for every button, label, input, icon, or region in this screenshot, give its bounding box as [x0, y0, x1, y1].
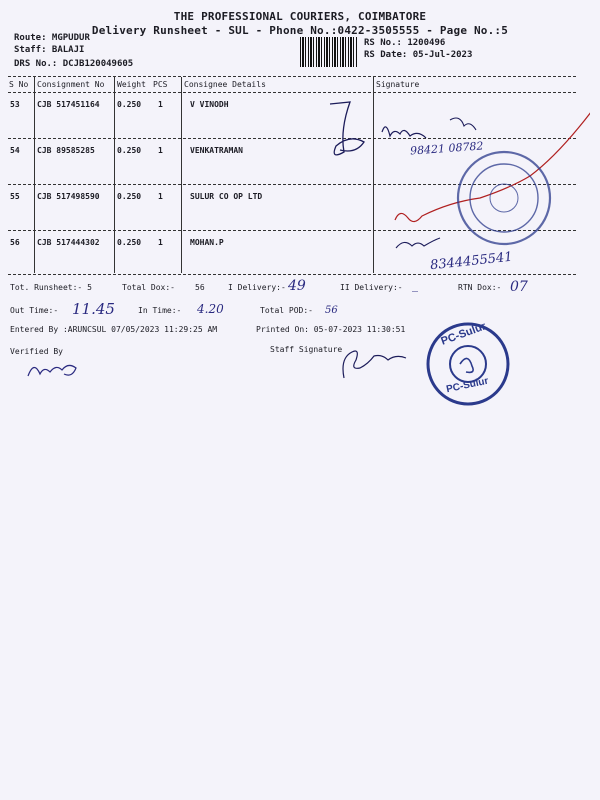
row-consignee: MOHAN.P	[190, 238, 224, 247]
staff-signature-scribble	[330, 334, 425, 384]
col-header-pcs: PCS	[153, 80, 168, 89]
signature-scribbles	[300, 90, 590, 280]
rs-number: RS No.: 1200496	[364, 38, 446, 48]
row-weight: 0.250	[117, 100, 142, 109]
rs-date: RS Date: 05-Jul-2023	[364, 50, 473, 60]
row-consignment: CJB 517498590	[37, 192, 100, 201]
rtn-dox-label: RTN Dox:-	[458, 283, 502, 292]
row-consignment: CJB 89585285	[37, 146, 95, 155]
row-pcs: 1	[158, 192, 163, 201]
row-pcs: 1	[158, 100, 163, 109]
row-weight: 0.250	[117, 192, 142, 201]
total-pod-handwritten: 56	[325, 305, 338, 316]
row-pcs: 1	[158, 146, 163, 155]
ii-delivery-label: II Delivery:-	[340, 283, 403, 292]
route-label: Route: MGPUDUR	[14, 33, 90, 43]
staff-label: Staff: BALAJI	[14, 45, 85, 55]
row-consignment: CJB 517451164	[37, 100, 100, 109]
handwritten-phone: 8344455541	[429, 249, 514, 274]
pc-sulur-stamp	[426, 322, 510, 406]
column-divider	[114, 77, 115, 273]
out-time-label: Out Time:-	[10, 306, 59, 315]
column-divider	[34, 77, 35, 273]
rtn-dox-handwritten: 07	[510, 279, 528, 295]
barcode	[300, 37, 357, 67]
company-title: THE PROFESSIONAL COURIERS, COIMBATORE	[173, 10, 427, 23]
staff-signature-label: Staff Signature	[270, 345, 343, 354]
col-header-weight: Weight	[117, 80, 146, 89]
in-time-label: In Time:-	[138, 306, 182, 315]
row-consignee: VENKATRAMAN	[190, 146, 243, 155]
row-pcs: 1	[158, 238, 163, 247]
total-pod-label: Total POD:-	[260, 306, 313, 315]
i-delivery-label: I Delivery:-	[228, 283, 286, 292]
row-sno: 55	[10, 192, 20, 201]
col-header-sno: S No	[9, 80, 29, 89]
stamp-top-text: PC-Sulur	[439, 320, 488, 348]
row-consignment: CJB 517444302	[37, 238, 100, 247]
table-top-rule	[8, 76, 576, 77]
out-time-handwritten: 11.45	[72, 300, 115, 318]
total-dox-value: 56	[195, 283, 205, 292]
verifier-signature	[20, 340, 100, 385]
tot-runsheet: Tot. Runsheet:- 5	[10, 283, 92, 292]
printed-on: Printed On: 05-07-2023 11:30:51	[256, 325, 406, 334]
total-dox-label: Total Dox:-	[122, 283, 175, 292]
ii-delivery-handwritten: _	[412, 278, 418, 292]
drs-number: DRS No.: DCJB120049605	[14, 59, 134, 69]
row-consignee: V VINODH	[190, 100, 229, 109]
company-stamp	[458, 152, 550, 244]
runsheet-subtitle: Delivery Runsheet - SUL - Phone No.:0422-3505555 - Page No.:5	[91, 24, 509, 37]
stamp-bottom-text: PC-Sulur	[445, 375, 490, 396]
row-consignee: SULUR CO OP LTD	[190, 192, 263, 201]
col-header-consignment: Consignment No	[37, 80, 105, 89]
column-divider	[181, 77, 182, 273]
entered-by: Entered By :ARUNCSUL 07/05/2023 11:29:25 AM	[10, 325, 218, 334]
handwritten-phone: 98421 08782	[409, 139, 484, 158]
row-sno: 53	[10, 100, 20, 109]
i-delivery-handwritten: 49	[288, 278, 306, 294]
row-sno: 56	[10, 238, 20, 247]
row-sno: 54	[10, 146, 20, 155]
verified-by-label: Verified By	[10, 347, 63, 356]
row-weight: 0.250	[117, 146, 142, 155]
col-header-signature: Signature	[376, 80, 420, 89]
row-weight: 0.250	[117, 238, 142, 247]
col-header-consignee: Consignee Details	[184, 80, 266, 89]
in-time-handwritten: 4.20	[197, 302, 224, 316]
